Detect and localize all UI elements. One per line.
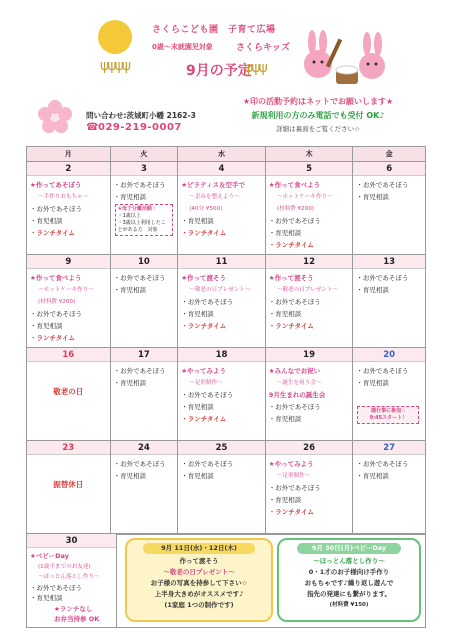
- activity: ・育児相談: [30, 594, 63, 602]
- event-subtitle: ～ホットケーキ作り～: [38, 287, 94, 293]
- event-subtitle: ～ほっとん落とし作り～: [38, 574, 100, 580]
- weekday-header-row: [27, 147, 425, 162]
- weekday-tue: 火: [111, 147, 179, 162]
- event-title: ★やってみよう: [268, 460, 314, 468]
- event-title: ★作って渡そう: [181, 274, 227, 282]
- day-entries: [111, 176, 178, 203]
- day-number: 26: [266, 441, 353, 455]
- activity: ・育児相談: [181, 472, 214, 480]
- bento-note: お弁当持参 OK: [54, 615, 100, 623]
- activity: ・お外であそぼう: [268, 484, 321, 492]
- day-cell: [178, 162, 266, 255]
- notice-line-2: 新規利用の方のみ電話でも受付 OK♪: [251, 111, 385, 120]
- weekday-thu: 木: [266, 147, 354, 162]
- day-number: 24: [111, 441, 178, 455]
- day-entries: [178, 362, 265, 425]
- day-number: 20: [353, 348, 425, 362]
- activity: ・育児相談: [356, 286, 389, 294]
- day-entries: [178, 455, 265, 482]
- reservation-notice: [220, 96, 416, 136]
- day-entries: [266, 455, 353, 518]
- phone-number: 029-219-0007: [98, 122, 182, 133]
- event-title: ★作って食べよう: [30, 274, 82, 282]
- week-row: [27, 255, 425, 348]
- day-number: 17: [111, 348, 178, 362]
- activity: ・育児相談: [113, 286, 147, 294]
- activity: ・育児相談: [268, 496, 302, 504]
- day-number: 2: [27, 162, 110, 176]
- day-entries: [27, 548, 116, 625]
- week-row: [27, 162, 425, 255]
- day-entries: [111, 362, 178, 389]
- lunch-time: ・ランチタイム: [181, 322, 227, 330]
- day-cell: [27, 441, 111, 534]
- moon-icon: [98, 20, 132, 54]
- activity: ・育児相談: [113, 379, 147, 387]
- activity: ・お外であそぼう: [356, 181, 409, 189]
- page-title: 9月の予定: [186, 63, 252, 79]
- bunnies-mochi-illustration: [296, 28, 392, 90]
- last-week-row: [26, 534, 426, 628]
- cherry-blossom-icon: [38, 100, 72, 134]
- day-number: 11: [178, 255, 265, 269]
- event-title: ★みんなでお祝い: [268, 367, 321, 375]
- activity: ・育児相談: [181, 310, 214, 318]
- holiday-label: 振替休日: [53, 480, 84, 489]
- holiday-label: 敬老の日: [53, 387, 84, 396]
- activity: ・育児相談: [356, 379, 389, 387]
- activity: ・お外であそぼう: [356, 274, 409, 282]
- activity: ・育児相談: [30, 322, 63, 330]
- day-number: 10: [111, 255, 178, 269]
- event-subtitle: ～足形制作～: [276, 473, 311, 479]
- event-subtitle: (1歳半までのお友達): [38, 563, 91, 570]
- day-number: 27: [353, 441, 425, 455]
- day-entries: [353, 455, 425, 482]
- event-join-note: [357, 406, 419, 424]
- contact-address: 問い合わせ:茨城町小幡 2162-3: [86, 111, 196, 120]
- activity: ・お外であそぼう: [30, 310, 82, 318]
- activity: ・お外であそぼう: [268, 403, 321, 411]
- day-cell: [266, 162, 354, 255]
- day-cell: [178, 441, 266, 534]
- activity: ・お外であそぼう: [181, 391, 234, 399]
- box-line: (1家庭 1つの制作です): [164, 601, 234, 609]
- day-cell: [27, 534, 117, 628]
- box-line: お子様の写真を持参して下さい☆: [150, 579, 248, 587]
- activity: ・育児相談: [181, 217, 214, 225]
- activity: ・育児相談: [30, 217, 63, 225]
- activity: ・育児相談: [268, 310, 302, 318]
- day-cell: [27, 348, 111, 441]
- lunch-time: ・ランチタイム: [30, 229, 76, 237]
- day-number: 19: [266, 348, 353, 362]
- activity: ・お外であそぼう: [30, 205, 82, 213]
- no-lunch-note: ★ランチなし: [54, 604, 93, 613]
- event-subtitle: ～歪みを整えよう～: [189, 194, 240, 200]
- note-line: ・3歳以上利用したことがある方 対象: [117, 220, 166, 233]
- lunch-time: ・ランチタイム: [268, 322, 314, 330]
- box-line: 指先の発達にも繋がります。: [307, 590, 391, 598]
- activity: ・育児相談: [268, 415, 302, 423]
- note-line: 9:45スタート！: [369, 415, 408, 421]
- event-subtitle: ～ホットケーキ作り～: [276, 194, 333, 200]
- activity: ・お外であそぼう: [113, 460, 166, 468]
- event-note: 9月生まれの誕生会: [268, 391, 326, 399]
- event-title: ★ピラティス＆空手で: [181, 181, 246, 189]
- event-title: ★作ってあそぼう: [30, 181, 82, 189]
- day-cell: [353, 255, 425, 348]
- weekday-fri: 金: [353, 147, 425, 162]
- day-entries: [353, 269, 425, 296]
- contact-phone: [86, 122, 182, 133]
- day-cell: [266, 441, 354, 534]
- day-cell: [178, 255, 266, 348]
- day-number: 5: [266, 162, 353, 176]
- age-target: 0歳～未就園児対象: [152, 43, 213, 51]
- activity: ・育児相談: [113, 193, 147, 201]
- page-header: [0, 0, 452, 140]
- day-number: 9: [27, 255, 110, 269]
- event-subtitle: ～敬老の日プレゼント～: [276, 287, 339, 293]
- activity: ・育児相談: [356, 472, 389, 480]
- box-line: (材料費 ¥150): [329, 602, 369, 608]
- event-title: ★ベビーDay: [30, 552, 69, 560]
- week-row: [27, 348, 425, 441]
- lunch-time: ・ランチタイム: [181, 229, 227, 237]
- lunch-time: ・ランチタイム: [268, 241, 314, 249]
- baby-day-box: [277, 538, 421, 622]
- day-number: 16: [27, 348, 110, 362]
- activity: ・お外であそぼう: [181, 298, 234, 306]
- event-subtitle: ～敬老の日プレゼント～: [189, 287, 251, 293]
- event-title: ★作って渡そう: [268, 274, 314, 282]
- activity: ・育児相談: [356, 193, 389, 201]
- pampas-grass-icon: ψψψ: [244, 60, 266, 76]
- calendar: [26, 146, 426, 535]
- event-title: ★作って食べよう: [268, 181, 321, 189]
- note-line: 園行事に参加☆: [371, 408, 406, 414]
- activity: ・お外であそぼう: [268, 217, 321, 225]
- day-entries: [266, 269, 353, 332]
- day-number: 4: [178, 162, 265, 176]
- day-number: 12: [266, 255, 353, 269]
- event-subtitle: ～足形制作～: [189, 380, 223, 386]
- box-line: おもちゃです♪繰り返し遊んで: [304, 579, 394, 587]
- event-fee: (40分 ¥500): [189, 206, 223, 212]
- box-line: ～ほっとん落とし作り～: [313, 557, 385, 565]
- day-entries: [266, 176, 353, 251]
- event-subtitle: ～手作りおもちゃ～: [38, 194, 89, 200]
- day-entries: [353, 362, 425, 389]
- day-cell: [353, 441, 425, 534]
- box-title: 9月 30日(月)ベビーDay: [297, 543, 401, 554]
- day-entries: [178, 269, 265, 332]
- day-number: 30: [27, 534, 116, 548]
- weekday-mon: 月: [27, 147, 111, 162]
- day-cell: [178, 348, 266, 441]
- notice-line-1: ★印の活動予約はネットでお願いします★: [242, 97, 394, 106]
- day-cell: [111, 441, 179, 534]
- day-entries: [353, 176, 425, 203]
- day-cell: [353, 162, 425, 255]
- activity: ・育児相談: [181, 403, 214, 411]
- day-entries: [27, 176, 110, 239]
- day-entries: [111, 269, 178, 296]
- lunch-time: ・ランチタイム: [30, 334, 76, 342]
- day-cell: [266, 255, 354, 348]
- day-number: 18: [178, 348, 265, 362]
- note-line: ・1歳以上: [117, 213, 141, 219]
- day-entries: [266, 362, 353, 425]
- activity: ・お外であそぼう: [356, 367, 409, 375]
- day-number: 13: [353, 255, 425, 269]
- box-line: 上半身大きめがオススメです♪: [154, 590, 244, 598]
- day-entries: [111, 455, 178, 482]
- activity: ・お外であそぼう: [268, 298, 321, 306]
- activity: ・お外であそぼう: [113, 274, 166, 282]
- day-cell: [353, 348, 425, 441]
- box-line: 0・1才のお子様向け手作り: [308, 568, 390, 576]
- week-row: [27, 441, 425, 534]
- lunch-time: ・ランチタイム: [181, 415, 227, 423]
- day-cell: [266, 348, 354, 441]
- org-name: さくらこども園 子育て広場: [152, 25, 276, 35]
- day-number: 6: [353, 162, 425, 176]
- day-cell: [111, 348, 179, 441]
- box-line: 作って渡そう: [179, 557, 219, 565]
- activity: ・お外であそぼう: [113, 367, 166, 375]
- event-title: ★やってみよう: [181, 367, 227, 375]
- day-number: 23: [27, 441, 110, 455]
- weekday-wed: 水: [178, 147, 266, 162]
- day-entries: [27, 269, 110, 344]
- activity: ・育児相談: [268, 229, 302, 237]
- event-fee: (材料費 ¥200): [276, 206, 314, 212]
- day-entries: [178, 176, 265, 239]
- day-number: 3: [111, 162, 178, 176]
- day-number: 25: [178, 441, 265, 455]
- box-line: ～敬老の日プレゼント～: [163, 568, 235, 576]
- day-cell: [27, 255, 111, 348]
- pampas-grass-icon: ψψψψ: [100, 58, 129, 74]
- box-title: 9月 11日(水)・12日(木): [143, 543, 255, 554]
- day-cell: [27, 162, 111, 255]
- note-title: ★母子分離活動☆: [117, 206, 157, 212]
- respect-day-gift-box: [125, 538, 273, 622]
- brand-name: さくらキッズ: [236, 43, 290, 53]
- event-fee: (材料費 ¥200): [38, 299, 76, 305]
- day-cell: [111, 162, 179, 255]
- separation-activity-note: [115, 204, 173, 236]
- activity: ・お外であそぼう: [113, 181, 166, 189]
- activity: ・育児相談: [113, 472, 147, 480]
- day-cell: [111, 255, 179, 348]
- event-subtitle: ～誕生を祝う会～: [276, 380, 322, 386]
- notice-line-3: 詳細は裏面をご覧ください☆: [276, 125, 360, 133]
- phone-icon: ☎: [86, 122, 99, 133]
- activity: ・お外であそぼう: [181, 460, 234, 468]
- activity: ・お外であそぼう: [356, 460, 409, 468]
- lunch-time: ・ランチタイム: [268, 508, 314, 516]
- activity: ・お外であそぼう: [30, 583, 82, 592]
